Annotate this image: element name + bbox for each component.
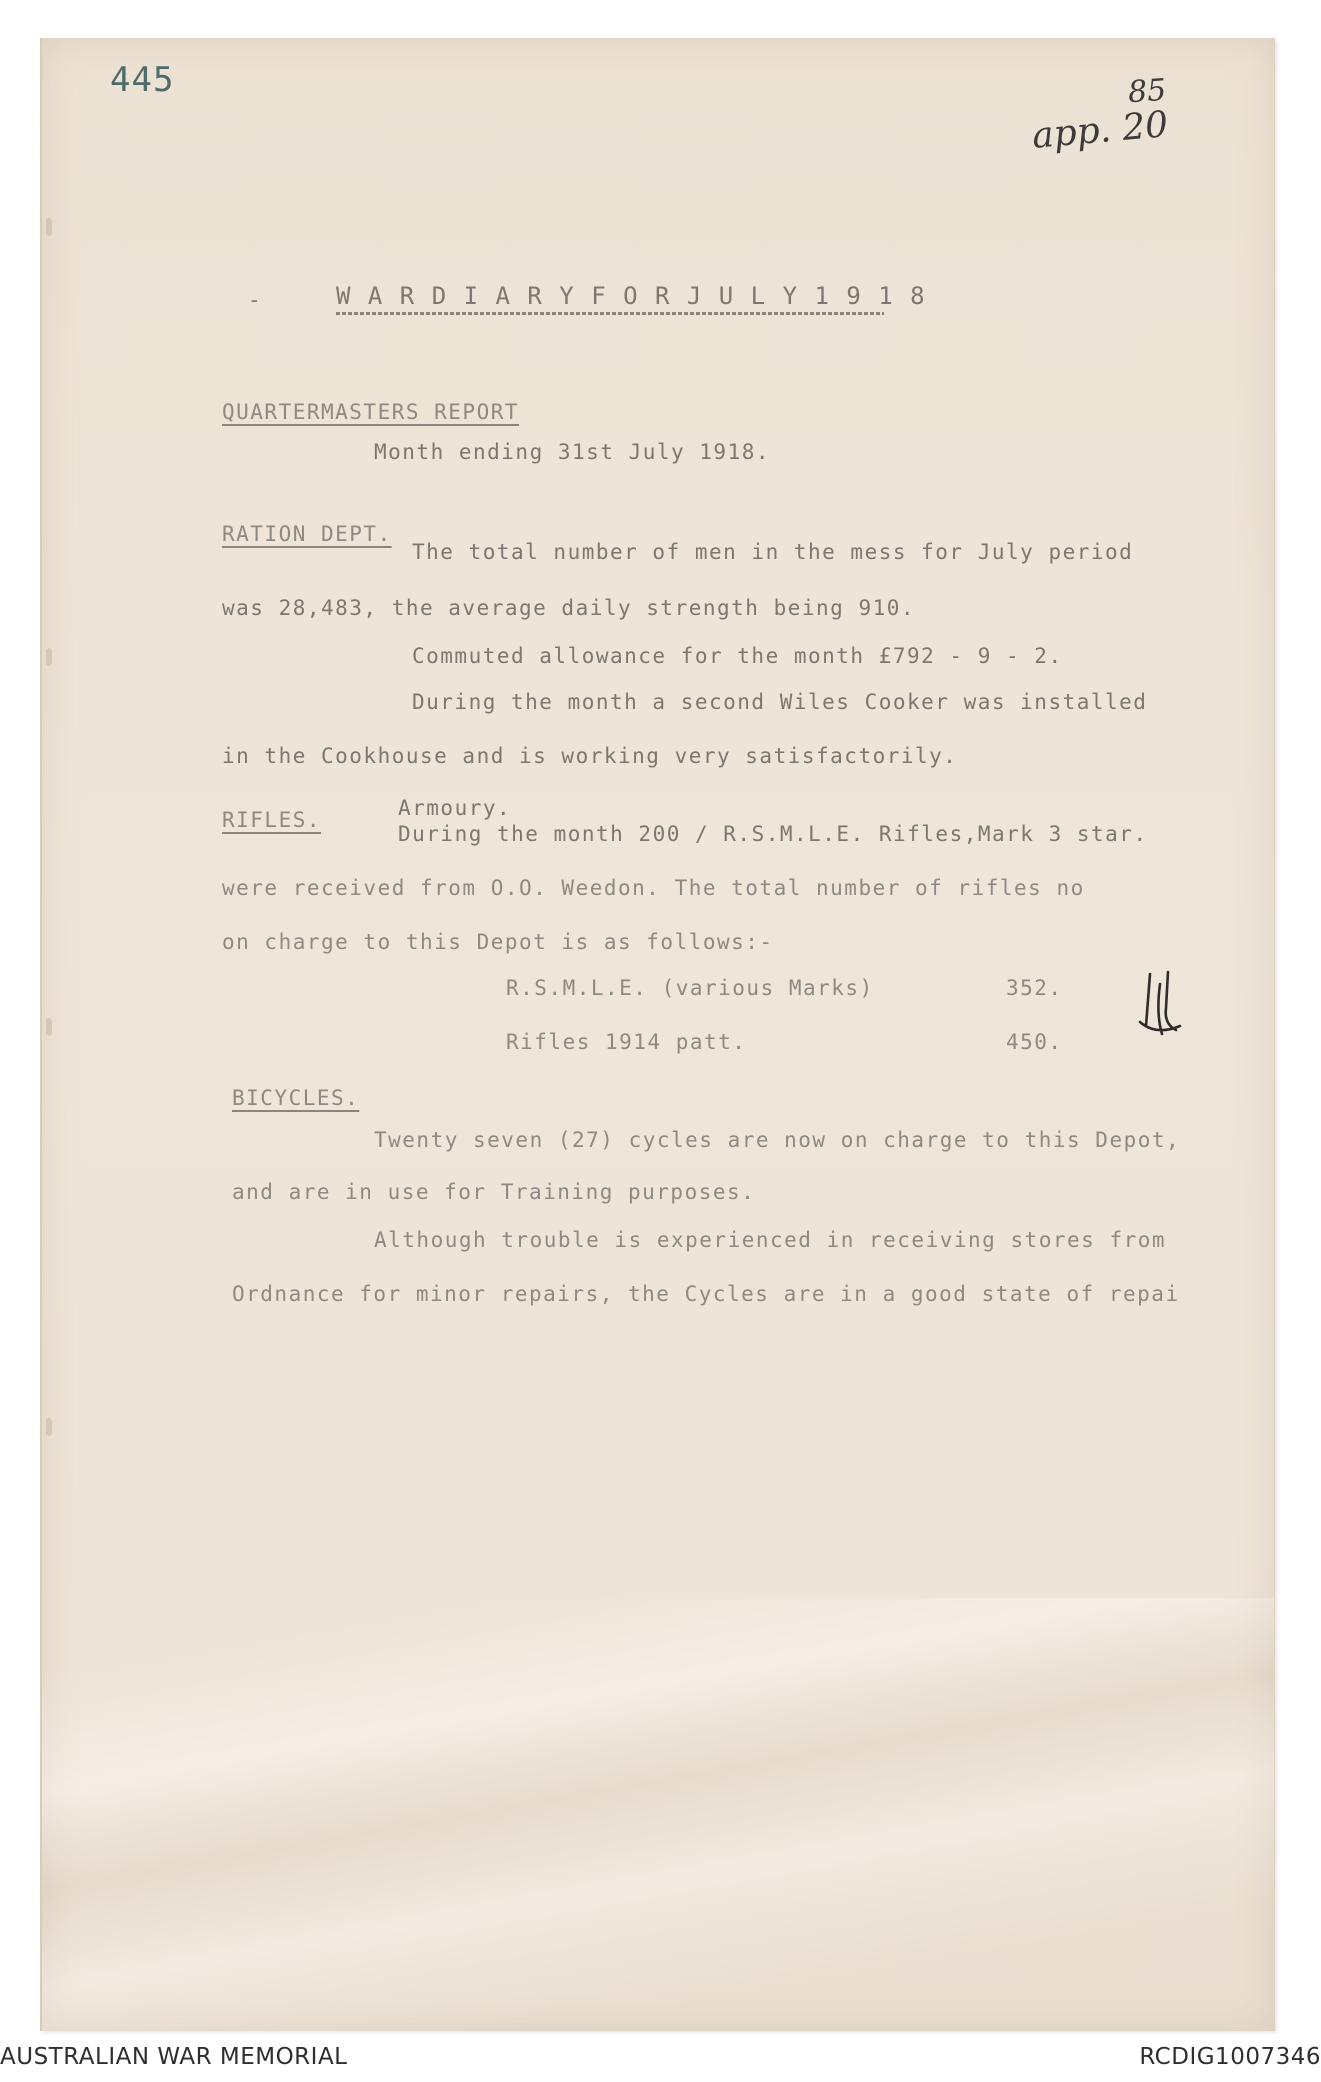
bicycles-line-4: Ordnance for minor repairs, the Cycles are in a good state of repai bbox=[232, 1282, 1180, 1306]
handwritten-initials-signature bbox=[1136, 964, 1186, 1046]
punch-hole bbox=[46, 218, 52, 236]
ration-line-5: in the Cookhouse and is working very satisfactorily. bbox=[222, 744, 958, 768]
report-heading: QUARTERMASTERS REPORT bbox=[222, 400, 520, 424]
ration-line-3: Commuted allowance for the month £792 - 9 - 2. bbox=[412, 644, 1063, 668]
ration-line-1: The total number of men in the mess for July period bbox=[412, 540, 1134, 564]
ration-line-4: During the month a second Wiles Cooker was installed bbox=[412, 690, 1148, 714]
footer-record-id: RCDIG1007346 bbox=[1139, 2044, 1321, 2070]
rifles-row-label: Rifles 1914 patt. bbox=[506, 1030, 747, 1054]
rifles-heading: RIFLES. bbox=[222, 808, 322, 832]
diary-title: W A R D I A R Y F O R J U L Y 1 9 1 8 bbox=[336, 282, 927, 310]
bicycles-line-3: Although trouble is experienced in receiving stores from bbox=[374, 1228, 1167, 1252]
title-underline bbox=[336, 312, 884, 315]
paper-crease bbox=[42, 1598, 1274, 2031]
rifles-row-label: R.S.M.L.E. (various Marks) bbox=[506, 976, 874, 1000]
rifles-row-value: 352. bbox=[1006, 976, 1063, 1000]
ration-line-2: was 28,483, the average daily strength being 910. bbox=[222, 596, 916, 620]
punch-hole bbox=[46, 1018, 52, 1036]
rifles-row-value: 450. bbox=[1006, 1030, 1063, 1054]
rifles-line-3: on charge to this Depot is as follows:- bbox=[222, 930, 774, 954]
handwritten-page-number: 85 bbox=[1126, 72, 1168, 111]
bicycles-line-2: and are in use for Training purposes. bbox=[232, 1180, 756, 1204]
rifles-subheading: Armoury. bbox=[398, 796, 512, 820]
bicycles-line-1: Twenty seven (27) cycles are now on charge to this Depot, bbox=[374, 1128, 1181, 1152]
punch-hole bbox=[46, 1418, 52, 1436]
dash-mark: - bbox=[248, 288, 263, 312]
punch-hole bbox=[46, 648, 52, 666]
rifles-line-2: were received from O.O. Weedon. The total number of rifles no bbox=[222, 876, 1085, 900]
rifles-line-1: During the month 200 / R.S.M.L.E. Rifles,Mark 3 star. bbox=[398, 822, 1148, 846]
ration-heading: RATION DEPT. bbox=[222, 522, 392, 546]
bicycles-heading: BICYCLES. bbox=[232, 1086, 360, 1110]
report-month: Month ending 31st July 1918. bbox=[374, 440, 771, 464]
handwritten-appendix-note: app. 20 bbox=[1030, 104, 1170, 157]
footer-institution: AUSTRALIAN WAR MEMORIAL bbox=[0, 2044, 348, 2070]
folio-stamp: 445 bbox=[110, 60, 175, 100]
